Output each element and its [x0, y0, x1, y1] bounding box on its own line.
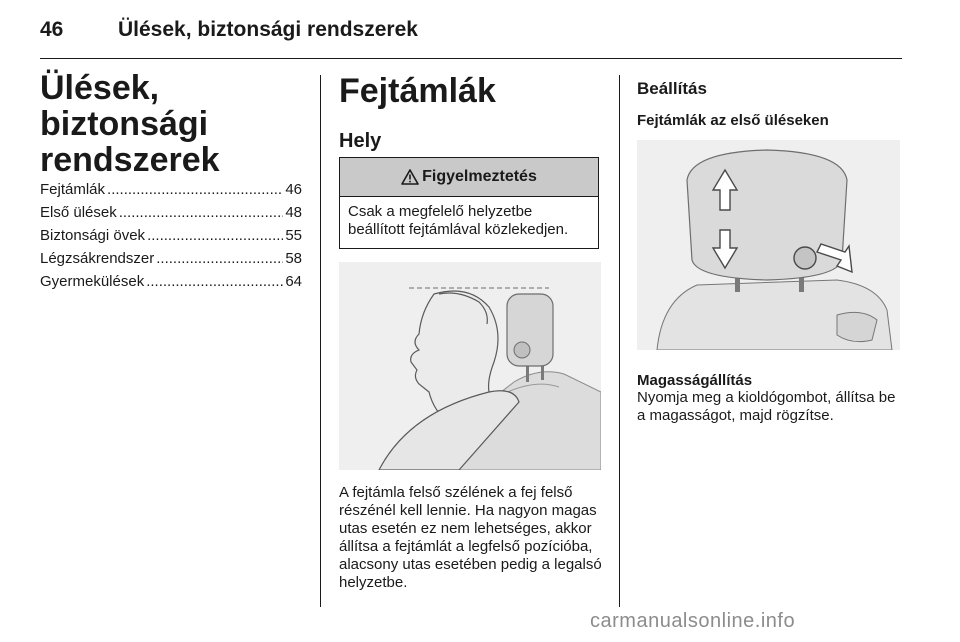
height-adjust-heading: Magasságállítás	[637, 372, 753, 389]
toc-item[interactable]: Első ülések ..... 48	[40, 201, 302, 224]
column-divider-2	[619, 75, 620, 607]
table-of-contents	[40, 178, 302, 293]
toc-item[interactable]: Biztonsági övek ..... 55	[40, 224, 302, 247]
section-subtitle: Hely	[339, 130, 382, 152]
page-number: 46	[40, 18, 64, 41]
warning-title: Figyelmeztetés	[422, 168, 537, 185]
section-title: Fejtámlák	[339, 72, 496, 110]
header-rule	[40, 58, 902, 59]
headrest-position-text: A fejtámla felső szélének a fej felső részénél kell lennie. Ha nagyon magas utas esetén ez nem lehetséges, akkor állítsa a fejtámlát a legfelső pozícióba, alacsony utas esetében pedig a legalsó helyzetbe.	[339, 484, 602, 591]
height-adjust-text: Nyomja meg a kioldógombot, állítsa be a magasságot, majd rögzítse.	[637, 389, 896, 424]
warning-header	[340, 158, 598, 197]
toc-item[interactable]: Gyermekülések ..... 64	[40, 270, 302, 293]
adjust-title: Beállítás	[637, 79, 707, 98]
adjust-subtitle: Fejtámlák az első üléseken	[637, 112, 829, 129]
warning-box	[339, 157, 599, 249]
running-title: Ülések, biztonsági rendszerek	[118, 18, 418, 41]
chapter-title: Ülések, biztonsági rendszerek	[40, 69, 220, 179]
headrest-position-illustration	[339, 262, 601, 470]
column-divider-1	[320, 75, 321, 607]
watermark: carmanualsonline.info	[590, 610, 796, 632]
warning-triangle-icon	[401, 169, 419, 185]
warning-text: Csak a megfelelő helyzetbe beállított fejtámlával közlekedjen.	[348, 203, 569, 238]
toc-item[interactable]: Légzsákrendszer ..... 58	[40, 247, 302, 270]
toc-item[interactable]: Fejtámlák ..... 46	[40, 178, 302, 201]
headrest-adjust-illustration	[637, 140, 900, 350]
